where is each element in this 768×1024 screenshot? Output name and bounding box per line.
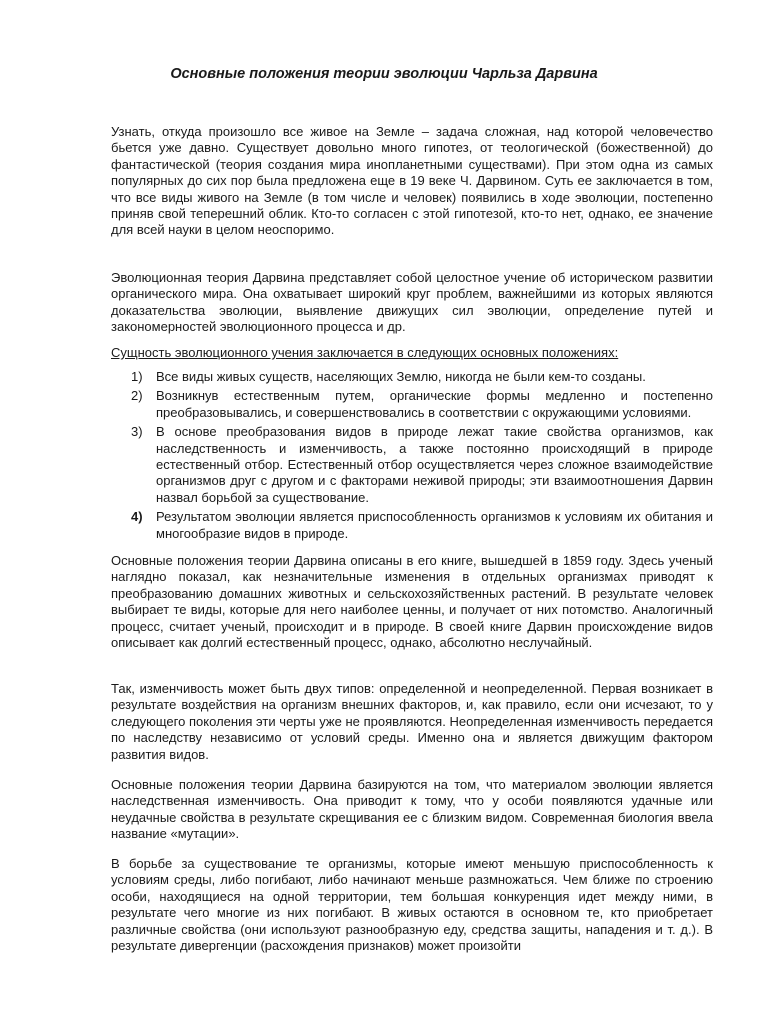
list-item-text: Все виды живых существ, населяющих Землю, никогда не были кем-то созданы. [156,369,646,384]
list-item-text: Результатом эволюции является приспособленность организмов к условиям их обитания и многообразие видов в природе. [156,509,713,541]
list-item [111,369,713,385]
list-item-number: 2) [131,388,143,404]
list-item [111,424,713,506]
document-title: Основные положения теории эволюции Чарльза Дарвина [170,66,598,82]
list-item-number: 4) [131,509,143,525]
list-item-number: 3) [131,424,143,440]
list-item-text: Возникнув естественным путем, органические формы медленно и постепенно преобразовывались, и совершенствовались в соответствии с окружающими условиями. [156,388,713,420]
paragraph-variability: Так, изменчивость может быть двух типов: определенной и неопределенной. Первая возникает в результате воздействия на организм внешних факторов, и, как правило, если они исчезают, то у следующего поколения эти черты уже не проявляются. Неопределенная изменчивость передается по наследству независимо от условий среды. Именно она и является движущим фактором развития видов. [111,681,713,762]
paragraph-intro: Узнать, откуда произошло все живое на Земле – задача сложная, над которой человечество бьется уже давно. Существует довольно много гипотез, от теологической (божественной) до фантастической (теория создания мира инопланетными существами). При этом одна из самых популярных до сих пор была предложена еще в 19 веке Ч. Дарвином. Суть ее заключается в том, что все виды живого на Земле (в том числе и человек) появились в ходе эволюции, постепенно приняв свой теперешний облик. Кто-то согласен с этой гипотезой, кто-то нет, однако, ее значение для всей науки в целом неоспоримо. [111,124,713,238]
paragraph-mutations: Основные положения теории Дарвина базируются на том, что материалом эволюции является наследственная изменчивость. Она приводит к тому, что у особи появляются удачные или неудачные свойства в результате скрещивания ее с близким видом. Современная биология ввела название «мутации». [111,777,713,842]
list-heading: Сущность эволюционного учения заключается в следующих основных положениях: [111,345,619,360]
positions-list [111,369,713,545]
list-item [111,509,713,542]
paragraph-book: Основные положения теории Дарвина описаны в его книге, вышедшей в 1859 году. Здесь ученый наглядно показал, как незначительные изменения в отдельных организмах приводят к преобразованию домашних животных и сельскохозяйственных растений. В результате человек выбирает те виды, которые для него наиболее ценны, и получает от них потомство. Аналогичный процесс, считает ученый, происходит и в природе. В своей книге Дарвин происхождение видов описывает как долгий естественный процесс, однако, абсолютно неслучайный. [111,553,713,651]
list-item-number: 1) [131,369,143,384]
list-item [111,388,713,421]
paragraph-theory: Эволюционная теория Дарвина представляет собой целостное учение об историческом развитии органического мира. Она охватывает широкий круг проблем, важнейшими из которых являются доказательства эволюции, выявление движущих сил эволюции, определение путей и закономерностей эволюционного процесса и др. [111,270,713,335]
list-item-text: В основе преобразования видов в природе лежат такие свойства организмов, как наследственность и изменчивость, а также постоянно происходящий в природе естественный отбор. Естественный отбор осуществляется через сложное взаимодействие организмов друг с другом и с факторами неживой природы; эти взаимоотношения Дарвин назвал борьбой за существование. [156,424,713,505]
paragraph-struggle: В борьбе за существование те организмы, которые имеют меньшую приспособленность к условиям среды, либо погибают, либо начинают меньше размножаться. Чем ближе по строению особи, находящиеся на одной территории, тем большая конкуренция идет между ними, в результате чего многие из них погибают. В живых остаются в основном те, кто приобретает различные свойства (они используют разнообразную еду, средства защиты, нападения и т. д.). В результате дивергенции (расхождения признаков) может произойти [111,856,713,954]
